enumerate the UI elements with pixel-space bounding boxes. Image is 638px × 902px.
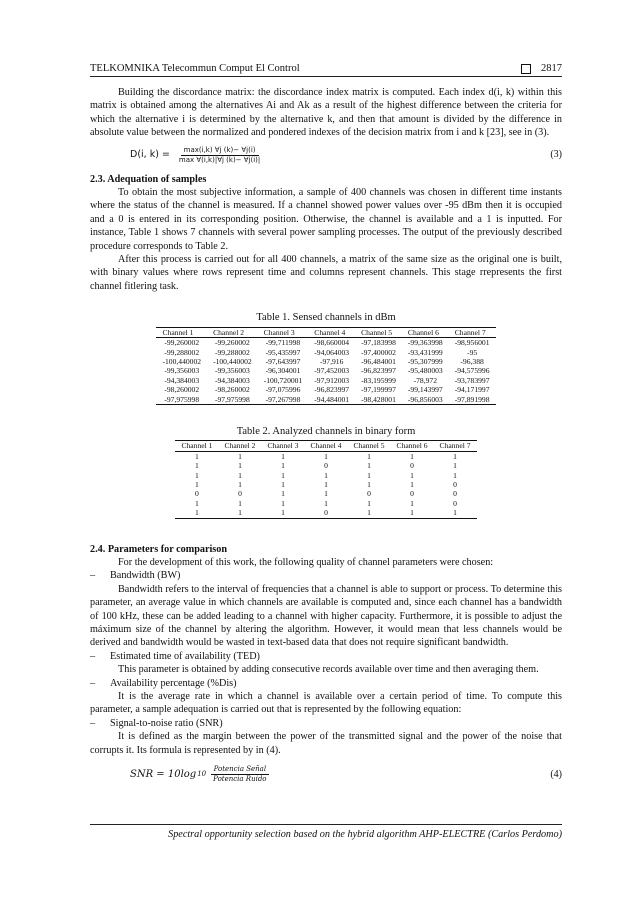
table-cell: -97,975998 bbox=[207, 395, 258, 405]
table-cell: 1 bbox=[453, 451, 457, 461]
table-cell: 1 bbox=[195, 451, 199, 461]
table-1 bbox=[156, 327, 495, 405]
equation-4 bbox=[90, 765, 562, 784]
table-cell: 1 bbox=[281, 470, 285, 480]
table-row bbox=[156, 385, 495, 394]
section-2-3-title: 2.3. Adequation of samples bbox=[90, 173, 207, 185]
table-cell: -99,711998 bbox=[265, 338, 301, 348]
table-cell: -97,183998 bbox=[361, 338, 396, 348]
table-cell: -99,356003 bbox=[164, 366, 200, 376]
table-cell: -78,972 bbox=[413, 375, 438, 385]
section-2-4-intro: For the development of this work, the following quality of channel parameters were chosen: bbox=[118, 557, 494, 568]
table-cell: 1 bbox=[348, 508, 391, 518]
table-cell: -93,783997 bbox=[454, 375, 490, 385]
table-header-cell: Channel 6 bbox=[402, 327, 449, 337]
table-cell: 1 bbox=[281, 461, 285, 471]
table-cell: -100,440002 bbox=[162, 356, 202, 366]
table-cell: 1 bbox=[218, 508, 261, 518]
table-cell: 1 bbox=[195, 461, 199, 471]
running-header bbox=[90, 58, 562, 77]
list-item-ted: – Estimated time of availability (TED) bbox=[90, 650, 260, 662]
ted-paragraph: This parameter is obtained by adding consecutive records available over time and then averaging them. bbox=[118, 664, 539, 676]
header-right bbox=[521, 63, 562, 74]
table-cell: 0 bbox=[238, 489, 242, 499]
table-cell: -95,307999 bbox=[407, 356, 443, 366]
table-cell: -98,260002 bbox=[164, 385, 200, 395]
checkbox-square-icon bbox=[521, 64, 531, 74]
table-cell: -83,195999 bbox=[361, 375, 396, 385]
table-cell: -96,484001 bbox=[361, 356, 396, 366]
table-cell: 1 bbox=[367, 461, 371, 471]
table-row bbox=[175, 480, 476, 489]
section-2-4-title: 2.4. Parameters for comparison bbox=[90, 543, 228, 555]
table-row bbox=[156, 348, 495, 357]
table-cell: -97,267998 bbox=[258, 395, 309, 405]
availability-paragraph: It is the average rate in which a channel is available over a certain period of time. To compute this parameter, a sample adequation is carried out that is represented by the following equation: bbox=[90, 691, 562, 716]
table-cell: 1 bbox=[324, 498, 328, 508]
page-body bbox=[90, 86, 562, 792]
table-cell: 1 bbox=[281, 489, 285, 499]
table-cell: -99,288002 bbox=[214, 347, 250, 357]
eq3-numerator: max(i,k) ∀j (k)− ∀j(i) bbox=[181, 146, 259, 156]
table-cell: 1 bbox=[281, 451, 285, 461]
table-cell: -99,363998 bbox=[407, 338, 443, 348]
list-item-availability: – Availability percentage (%Dis) bbox=[90, 677, 237, 689]
table-1-caption: Table 1. Sensed channels in dBm bbox=[256, 312, 396, 324]
table-cell: -96,388 bbox=[460, 356, 484, 366]
table-cell: 1 bbox=[238, 479, 242, 489]
table-header-cell: Channel 2 bbox=[218, 441, 261, 451]
table-cell: -96,304001 bbox=[265, 366, 301, 376]
table-cell: 1 bbox=[324, 451, 328, 461]
table-header-cell: Channel 4 bbox=[304, 441, 347, 451]
table-cell: 1 bbox=[324, 470, 328, 480]
table-cell: 0 bbox=[453, 479, 457, 489]
table-cell: 1 bbox=[434, 508, 477, 518]
eq3-denominator: max ∀(i,k)|∀j (k)− ∀j(i)| bbox=[178, 155, 261, 164]
table-cell: -95 bbox=[467, 347, 478, 357]
table-cell: 1 bbox=[281, 479, 285, 489]
table-header-cell: Channel 4 bbox=[308, 327, 355, 337]
table-cell: 1 bbox=[367, 451, 371, 461]
table-cell: -97,452003 bbox=[314, 366, 350, 376]
table-header-cell: Channel 2 bbox=[207, 327, 258, 337]
table-header-cell: Channel 1 bbox=[156, 327, 207, 337]
table-cell: -99,260002 bbox=[164, 338, 200, 348]
eq4-subscript: 10 bbox=[197, 769, 207, 778]
table-header-cell: Channel 6 bbox=[391, 441, 434, 451]
table-cell: -94,171997 bbox=[454, 385, 490, 395]
table-cell: -99,143997 bbox=[407, 385, 443, 395]
list-item-snr: – Signal-to-noise ratio (SNR) bbox=[90, 717, 223, 729]
table-row bbox=[175, 508, 476, 518]
table-cell: 1 bbox=[410, 451, 414, 461]
table-cell: -97,891998 bbox=[449, 395, 496, 405]
table-2-caption: Table 2. Analyzed channels in binary form bbox=[236, 425, 416, 437]
eq4-numerator: Potencia Señal bbox=[211, 765, 270, 775]
table-cell: -96,823997 bbox=[361, 366, 396, 376]
table-cell: 1 bbox=[175, 508, 218, 518]
table-row bbox=[156, 376, 495, 385]
table-header-cell: Channel 1 bbox=[175, 441, 218, 451]
table-cell: -100,720001 bbox=[263, 375, 303, 385]
table-cell: -98,956001 bbox=[454, 338, 490, 348]
table-cell: 1 bbox=[238, 461, 242, 471]
table-cell: 1 bbox=[367, 470, 371, 480]
table-cell: -98,428001 bbox=[355, 395, 402, 405]
table-cell: 0 bbox=[195, 489, 199, 499]
table-cell: 0 bbox=[453, 489, 457, 499]
table-cell: -97,400002 bbox=[361, 347, 396, 357]
table-cell: 1 bbox=[238, 498, 242, 508]
page-number: 2817 bbox=[541, 63, 562, 74]
running-footer: Spectral opportunity selection based on the hybrid algorithm AHP-ELECTRE (Carlos Perdomo) bbox=[90, 824, 562, 840]
table-cell: -98,660004 bbox=[314, 338, 350, 348]
table-cell: 0 bbox=[304, 508, 347, 518]
table-cell: -97,643997 bbox=[265, 356, 301, 366]
table-cell: 0 bbox=[453, 498, 457, 508]
table-cell: -95,435997 bbox=[265, 347, 301, 357]
list-item-bandwidth: – Bandwidth (BW) bbox=[90, 570, 181, 582]
table-cell: 1 bbox=[324, 489, 328, 499]
table-cell: 1 bbox=[391, 508, 434, 518]
table-row bbox=[156, 366, 495, 375]
table-cell: 1 bbox=[195, 479, 199, 489]
table-cell: -97,916 bbox=[319, 356, 344, 366]
table-cell: 0 bbox=[324, 461, 328, 471]
table-cell: 1 bbox=[453, 470, 457, 480]
eq4-fraction bbox=[210, 765, 269, 784]
table-row bbox=[175, 499, 476, 508]
table-cell: 0 bbox=[410, 461, 414, 471]
table-cell: 1 bbox=[367, 479, 371, 489]
table-cell: 1 bbox=[410, 470, 414, 480]
table-cell: -97,075996 bbox=[265, 385, 301, 395]
bandwidth-paragraph: Bandwidth refers to the interval of frequencies that a channel is able to support or process. To determine this parameter, an average value in which channels are available is computed and, since each channel has a bandwidth of 100 kHz, these can be added leading to a channel with higher capacity. Furthermore, it is possible to adjust the máximum size of the channel by altering the algorithm. However, it would mean that less channels would be derived and bandwidth would be wasted in text-based data that does not require significant bandwidth. bbox=[90, 583, 562, 649]
table-cell: 1 bbox=[195, 498, 199, 508]
table-row bbox=[175, 489, 476, 498]
table-2 bbox=[175, 440, 476, 518]
equation-3 bbox=[90, 146, 562, 165]
table-cell: -96,823997 bbox=[314, 385, 350, 395]
table-row bbox=[175, 451, 476, 461]
table-cell: -97,912003 bbox=[314, 375, 350, 385]
table-header-cell: Channel 3 bbox=[261, 441, 304, 451]
table-cell: -96,856003 bbox=[402, 395, 449, 405]
table-cell: -99,260002 bbox=[214, 338, 250, 348]
table-cell: -94,484001 bbox=[308, 395, 355, 405]
table-cell: -95,480003 bbox=[407, 366, 443, 376]
table-cell: 1 bbox=[238, 470, 242, 480]
table-cell: 1 bbox=[261, 508, 304, 518]
section-2-3-paragraph-2: After this process is carried out for all 400 channels, a matrix of the same size as the original one is built, with binary values where rows represent time and columns represent channels. This stage rrepresents the first channel fitlering task. bbox=[90, 254, 562, 292]
table-header-cell: Channel 7 bbox=[449, 327, 496, 337]
table-cell: 1 bbox=[324, 479, 328, 489]
table-cell: -99,356003 bbox=[214, 366, 250, 376]
table-cell: -100,440002 bbox=[213, 356, 252, 366]
snr-paragraph: It is defined as the margin between the power of the transmitted signal and the power of the noise that corrupts it. Its formula is represented by in (4). bbox=[90, 731, 562, 756]
table-cell: -94,575996 bbox=[454, 366, 490, 376]
table-cell: 1 bbox=[410, 479, 414, 489]
table-cell: -97,975998 bbox=[156, 395, 207, 405]
table-cell: 1 bbox=[410, 498, 414, 508]
table-row bbox=[175, 461, 476, 470]
table-row bbox=[156, 395, 495, 405]
journal-title: TELKOMNIKA Telecommun Comput El Control bbox=[90, 63, 300, 74]
table-header-cell: Channel 7 bbox=[434, 441, 477, 451]
table-cell: 1 bbox=[238, 451, 242, 461]
eq4-denominator: Potencia Ruido bbox=[213, 775, 267, 784]
table-cell: -93,431999 bbox=[407, 347, 443, 357]
table-cell: 1 bbox=[281, 498, 285, 508]
eq3-number: (3) bbox=[550, 149, 562, 161]
table-cell: 1 bbox=[367, 498, 371, 508]
table-header-cell: Channel 5 bbox=[355, 327, 402, 337]
table-cell: -94,384003 bbox=[214, 375, 250, 385]
table-header-cell: Channel 3 bbox=[258, 327, 309, 337]
table-cell: -97,199997 bbox=[361, 385, 396, 395]
eq3-fraction bbox=[176, 146, 263, 165]
table-header-cell: Channel 5 bbox=[348, 441, 391, 451]
table-cell: 1 bbox=[195, 470, 199, 480]
table-cell: 0 bbox=[367, 489, 371, 499]
section-2-3-paragraph-1: To obtain the most subjective information, a sample of 400 channels was chosen in different time instants where the status of the channel is measured. If a channel showed power values over -95 dBm then it is occupied and a 0 is entered in its corresponding position. Otherwise, the channel is available and a 1 is inputted. For instance, Table 1 shows 7 channels with several power sampling processes. The output of the previously described procedure corresponds to Table 2. bbox=[90, 187, 562, 252]
eq3-lhs: D(i, k) = bbox=[130, 149, 170, 161]
table-cell: -99,288002 bbox=[164, 347, 200, 357]
table-cell: 1 bbox=[453, 461, 457, 471]
table-row bbox=[175, 471, 476, 480]
eq4-lhs: SNR = 10log bbox=[130, 768, 197, 780]
table-row bbox=[156, 338, 495, 348]
discordance-paragraph: Building the discordance matrix: the discordance index matrix is computed. Each index d(i, k) within this matrix is obtained among the alternatives Ai and Ak as a result of the highest difference between the criteria for which the alternative i is determined by the alternative k, and then that amount is divided by the difference in absolute value between the normalized and pondered indexes of the decision matrix from i and k [23], see in (3). bbox=[90, 87, 562, 139]
table-cell: -94,064003 bbox=[314, 347, 350, 357]
table-cell: 0 bbox=[410, 489, 414, 499]
eq4-number: (4) bbox=[550, 768, 562, 780]
table-cell: -94,384003 bbox=[164, 375, 200, 385]
table-row bbox=[156, 357, 495, 366]
table-cell: -98,260002 bbox=[214, 385, 250, 395]
